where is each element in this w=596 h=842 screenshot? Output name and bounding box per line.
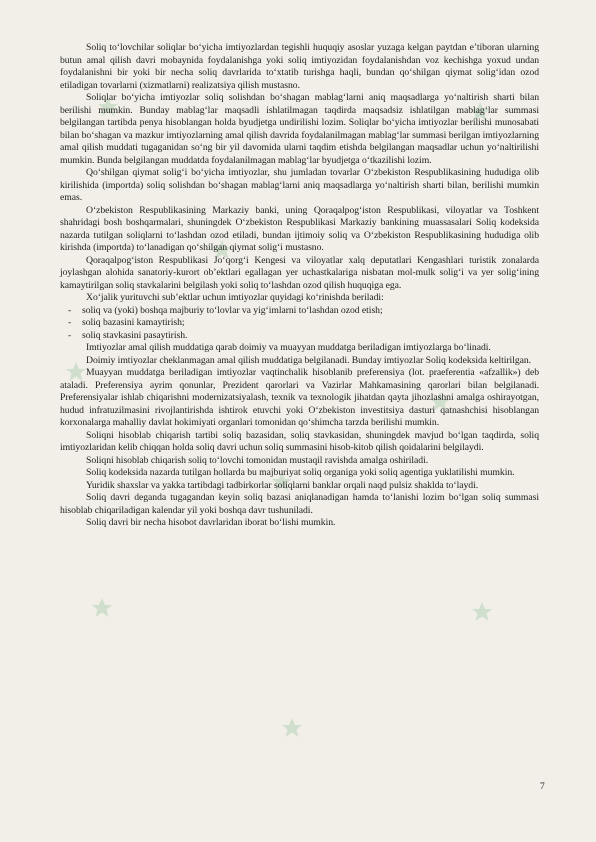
watermark-icon — [470, 600, 494, 624]
paragraph: Soliq davri bir necha hisobot davrlaridan iborat bo‘lishi mumkin. — [86, 517, 336, 528]
paragraph: O‘zbekiston Respublikasining Markaziy banki, uning Qoraqalpog‘iston Respublikasi, viloyatlar va Toshkent shahridagi bosh boshqarmalari, shuningdek O‘zbekiston Respublikasi Markaziy bankining muassasalari Soliq kodeksida nazarda tutilgan soliqlarni to‘lashdan ozod etiladi, bundan ijtimoiy soliq va O‘zbekiston Respublikasining hududiga olib kirishda (importda) to‘lanadigan qo‘shilgan qiymat solig‘i mustasno. — [60, 204, 539, 253]
paragraph: Soliqlar bo‘yicha imtiyozlar soliq solishdan bo‘shagan mablag‘larni aniq maqsadlarga yo‘naltirish sharti bilan berilishi mumkin. Bunday mablag‘lar maqsadli ishlatilmagan taqdirda maqsadsiz ishlatilgan mablag‘lar summasi belgilangan tartibda penya hisoblangan holda byudjetga undirilishi lozim. Soliqlar bo‘yicha imtiyozlar berilishi munosabati bilan bo‘shagan va mazkur imtiyozlarning amal qilish davrida foydalanilmagan mablag‘lar summasi berilgan imtiyozlarning amal qilish muddati tugaganidan so‘ng bir yil davomida ularni taqdim etishda belgilangan maqsadlar uchun yo‘naltirilishi mumkin. Bunda belgilangan muddatda foydalanilmagan mablag‘lar byudjetga o‘tkazilishi lozim. — [60, 92, 539, 166]
paragraph: Soliqni hisoblab chiqarish tartibi soliq bazasidan, soliq stavkasidan, shuningdek mavjud bo‘lgan taqdirda, soliq imtiyozlaridan kelib chiqqan holda soliq davri uchun soliq summasini hisob-kitob qilish qoidalarini belgilaydi. — [60, 429, 539, 453]
list-item-text: soliq stavkasini pasaytirish. — [82, 329, 188, 341]
bullet-marker: - — [68, 304, 72, 316]
watermark-icon — [90, 596, 114, 620]
paragraph: Soliq kodeksida nazarda tutilgan hollarda bu majburiyat soliq organiga yoki soliq agentiga yuklatilishi mumkin. — [86, 467, 515, 478]
paragraph: Soliqni hisoblab chiqarish soliq to‘lovchi tomonidan mustaqil ravishda amalga oshiriladi. — [86, 454, 429, 466]
list-item — [60, 305, 539, 318]
paragraph: Yuridik shaxslar va yakka tartibdagi tadbirkorlar soliqlarni banklar orqali naqd pulsiz shaklda to‘laydi. — [86, 479, 479, 491]
paragraph: Doimiy imtiyozlar cheklanmagan amal qilish muddatiga belgilanadi. Bunday imtiyozlar Soliq kodeksida keltirilgan. — [86, 354, 532, 366]
list-item — [60, 317, 539, 330]
paragraph: Qoraqalpog‘iston Respublikasi Jo‘qorg‘i Kengesi va viloyatlar xalq deputatlari Kengashlari turistik zonalarda joylashgan alohida sanatoriy-kurort ob’ektlari egallagan yer uchastkalariga nisbatan mol-mulk solig‘i va yer solig‘ining kamaytirilgan soliq stavkalarini belgilash yoki soliq to‘lashdan ozod qilish huquqiga ega. — [60, 254, 539, 291]
bullet-list — [60, 305, 539, 343]
body-text — [60, 42, 539, 530]
paragraph: Soliq davri deganda tugagandan keyin soliq bazasi aniqlanadigan hamda to‘lanishi lozim bo‘lgan soliq summasi hisoblab chiqariladigan kalendar yil yoki boshqa davr tushuniladi. — [60, 492, 539, 516]
paragraph: Soliq to‘lovchilar soliqlar bo‘yicha imtiyozlardan tegishli huquqiy asoslar yuzaga kelgan paytdan e’tiboran ularning butun amal qilish davri mobaynida foydalanishga yoki soliq imtiyozidan foydalanishdan voz kechishga yoxud undan foydalanishni bir yoki bir necha soliq davrlarida to‘xtatib turishga haqli, bundan qo‘shilgan qiymat solig‘idan ozod etiladigan tovarlarni (xizmatlarni) realizatsiya qilish mustasno. — [60, 42, 539, 91]
paragraph: Imtiyozlar amal qilish muddatiga qarab doimiy va muayyan muddatga beriladigan imtiyozlarga bo‘linadi. — [86, 342, 491, 353]
bullet-marker: - — [68, 317, 72, 328]
list-item — [60, 330, 539, 343]
paragraph: Xo‘jalik yurituvchi sub’ektlar uchun imtiyozlar quyidagi ko‘rinishda beriladi: — [86, 292, 384, 303]
bullet-marker: - — [68, 329, 72, 341]
list-item-text: soliq bazasini kamaytirish; — [82, 317, 185, 328]
paragraph: Qo‘shilgan qiymat solig‘i bo‘yicha imtiyozlar, shu jumladan tovarlar O‘zbekiston Respublikasining hududiga olib kirilishida (importda) soliq solishdan bo‘shagan mablag‘larni aniq maqsadlarga yo‘naltirish sharti bilan, berilishi mumkin emas. — [60, 167, 539, 203]
list-item-text: soliq va (yoki) boshqa majburiy to‘lovlar va yig‘imlarni to‘lashdan ozod etish; — [82, 304, 383, 316]
paragraph: Muayyan muddatga beriladigan imtiyozlar vaqtinchalik hisoblanib preferensiya (lot. praeferentia «afzallik») deb ataladi. Preferensiya ayrim qonunlar, Prezident qarorlari va Vazirlar Mahkamasining qarorlari bilan belgilanadi. Preferensiyalar ishlab chiqarishni modernizatsiyalash, texnik va texnologik jihatdan qayta jihozlashni amalga oshirayotgan, hudud infratuzilmasini rivojlantirishda ishtirok etuvchi yoki O‘zbekiston investitsiya dasturi qatnashchisi hisoblangan korxonalarga mahalliy davlat hokimiyati organlari tomonidan qo‘shimcha tarzda berilishi mumkin. — [60, 367, 539, 428]
watermark-icon — [280, 716, 304, 740]
page-number: 7 — [540, 782, 545, 792]
